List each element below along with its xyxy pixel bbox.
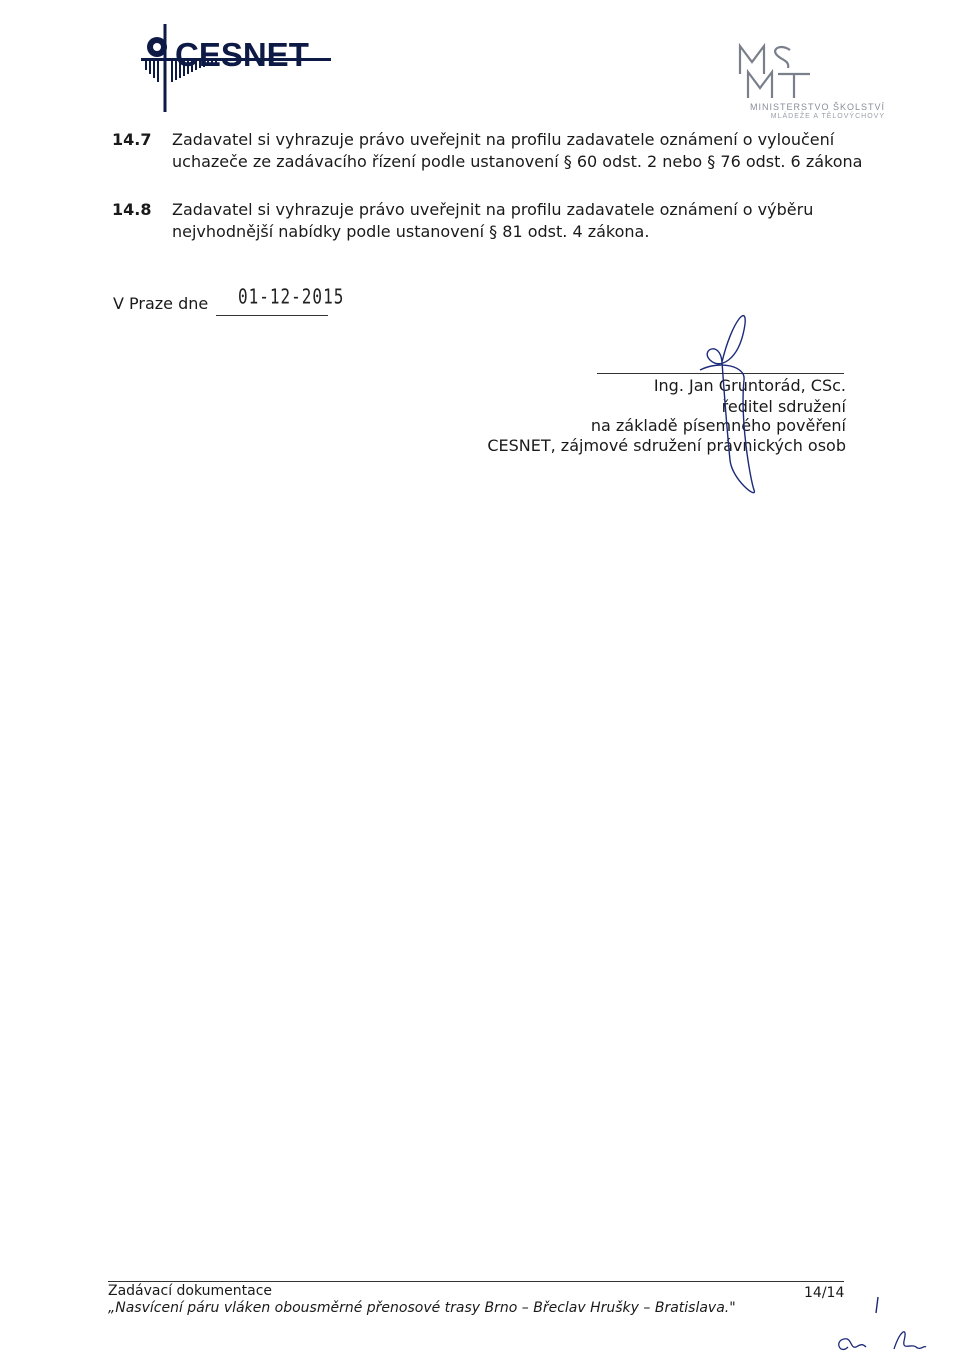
clause-text: Zadavatel si vyhrazuje právo uveřejnit na profilu zadavatele oznámení o výběru nejvhodnější nabídky podle ustanovení § 81 odst. 4 zákona.: [172, 200, 814, 241]
date-stamp: 01-12-2015: [238, 284, 345, 309]
msmt-monogram-icon: [690, 42, 890, 102]
signatory-name: Ing. Jan Gruntorád, CSc.: [653, 376, 846, 395]
handwritten-initials: [820, 1285, 940, 1355]
signatory-organization: CESNET, zájmové sdružení právnických osob: [487, 436, 846, 455]
clause-number: 14.7: [112, 130, 152, 149]
signatory-role: ředitel sdružení: [721, 397, 846, 416]
footer-rule: [108, 1281, 844, 1282]
msmt-logo: [690, 42, 890, 122]
cesnet-logo-text: CESNET: [175, 36, 309, 73]
clause-number: 14.8: [112, 200, 152, 219]
place-label: V Praze dne: [113, 294, 209, 313]
footer-subtitle: „Nasvícení páru vláken obousměrné přenosové trasy Brno – Břeclav Hrušky – Bratislava.": [108, 1300, 736, 1316]
clause-text: Zadavatel si vyhrazuje právo uveřejnit na profilu zadavatele oznámení o vyloučení uchazeče ze zadávacího řízení podle ustanovení § 60 odst. 2 nebo § 76 odst. 6 zákona: [172, 130, 863, 171]
footer-title: Zadávací dokumentace: [108, 1283, 273, 1299]
handwritten-signature: [660, 300, 780, 500]
date-underline: [216, 315, 328, 316]
page-number: 14/14: [804, 1285, 845, 1301]
cesnet-logo: [135, 22, 335, 114]
signatory-authority: na základě písemného pověření: [590, 416, 846, 435]
msmt-logo-line1: MINISTERSTVO ŠKOLSTVÍ: [749, 102, 885, 112]
msmt-logo-line2: MLÁDEŽE A TĚLOVÝCHOVY: [770, 113, 885, 120]
